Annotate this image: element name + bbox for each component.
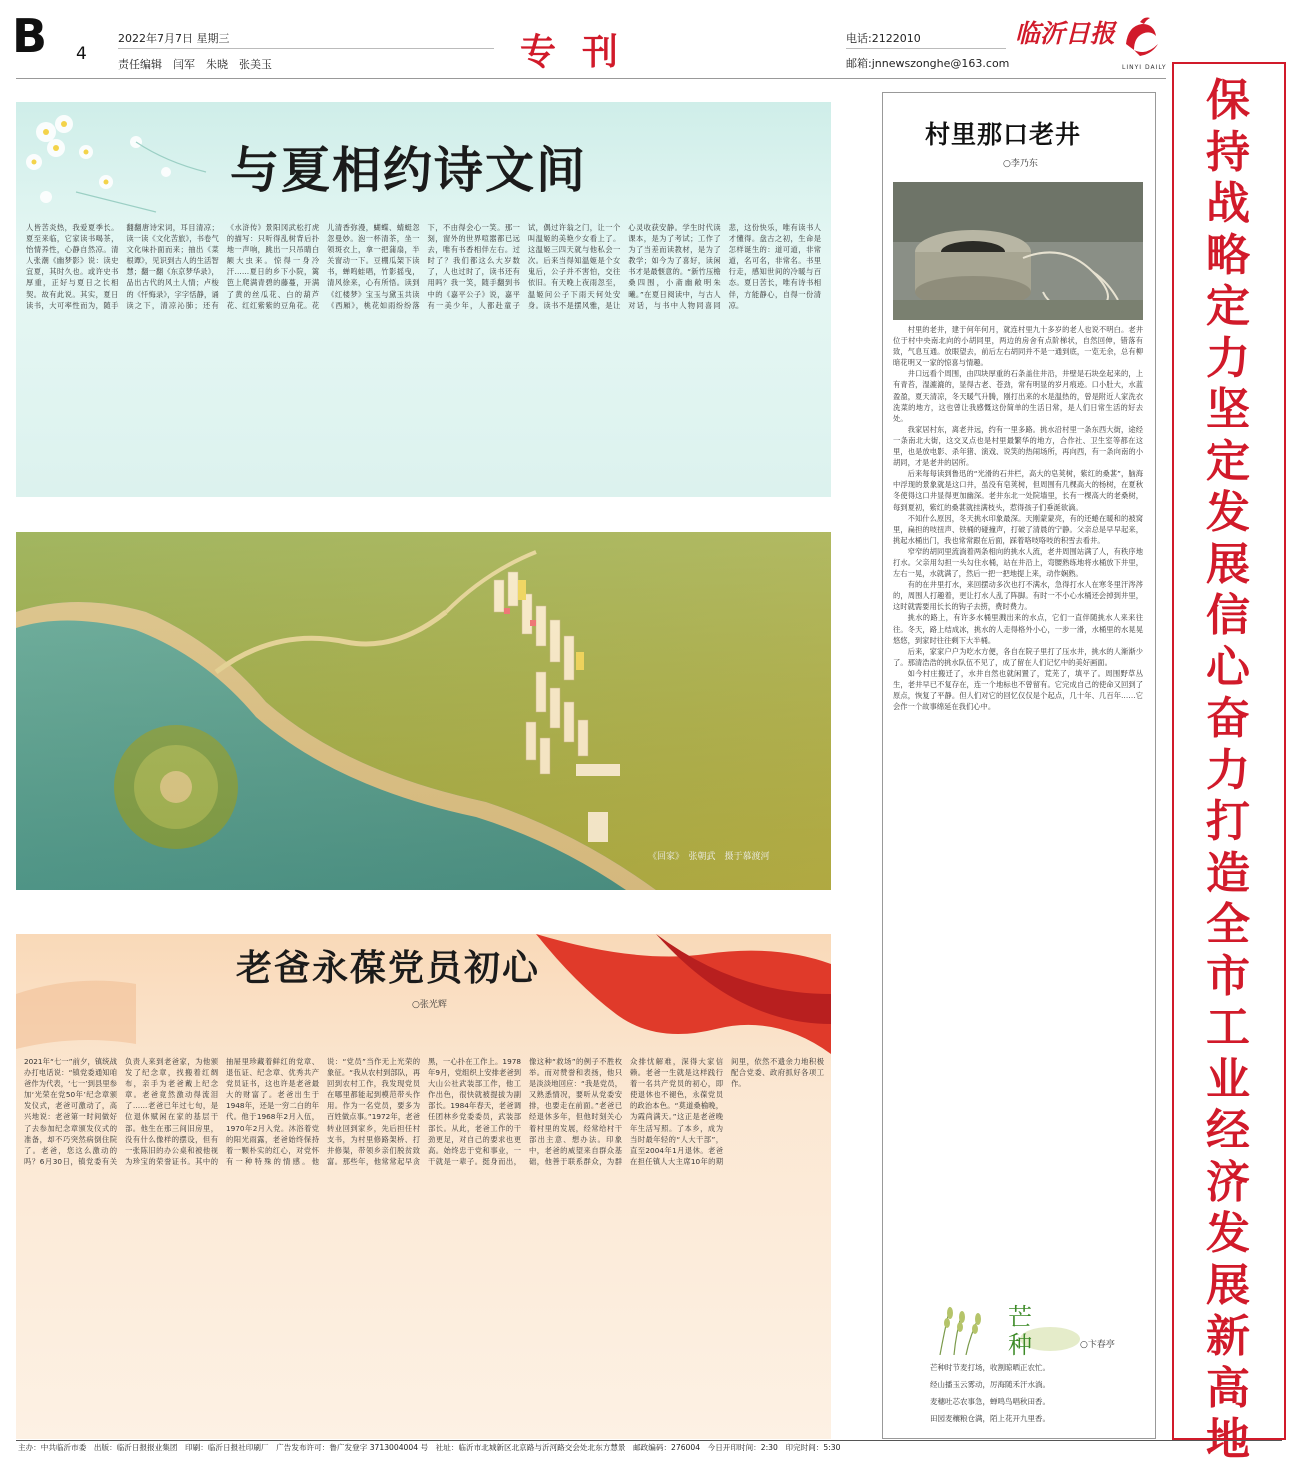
page-section-letter: B <box>12 9 48 63</box>
poem-byline: ○卞春亭 <box>1080 1340 1115 1350</box>
logo-subtitle: LINYI DAILY <box>1122 64 1167 71</box>
poem-line: 经山播玉云雾动，厉海随禾汗水淌。 <box>930 1380 1050 1389</box>
poem-line: 麦穗吐芯农事急，蝉鸣鸟唱秋田香。 <box>930 1397 1050 1406</box>
article-byline: ○张光辉 <box>412 1000 447 1010</box>
paragraph: 井口远看个周围，由四块厚重的石条盖住井沿，井壁是石块垒起来的，上有青苔，湿漉漉的，显得古老、苍劲，常有明显的岁月痕迹。口小肚大，水蓝盈盈，夏天清凉，冬天暖气升腾，刚打出来的水是温热的，曾是附近人家洗衣洗菜的地方，这也曾让我感慨这份简单的生活日常，是人们日常生活的好去处。 <box>893 369 1143 423</box>
article-title: 老爸永葆党员初心 <box>236 948 541 989</box>
header-divider <box>846 48 1006 49</box>
paragraph: 村里的老井，建于何年何月，就连村里九十多岁的老人也说不明白。老井位于村中央南北向的小胡同里，两边的房舍有点阶梯状，自然回伸，错落有致，气息互通。放眼望去，前后左右胡同并不是一通到底，一览无余，总有柳暗花明又一家的惊喜与情趣。 <box>893 325 1143 368</box>
photo-caption: 《回家》 张朝武 摄于慕渡河 <box>648 852 770 862</box>
newspaper-logo: 临沂日报 <box>1015 19 1116 48</box>
publication-footer: 主办：中共临沂市委 出版：临沂日报报业集团 印刷：临沂日报社印刷厂 广告发布许可：鲁广发登字 3713004004 号 社址：临沂市北城新区北京路与沂河路交会处北东方慧景 邮政编码：276004 今日开印时间：2:30 印完时间：5:30 <box>18 1443 841 1452</box>
issue-date: 2022年7月7日 星期三 <box>118 32 230 45</box>
paragraph: 如今村庄搬迁了，水井自然也就闲置了，荒芜了，填平了。周围野草丛生，老井早已不复存在，连一个地标也不曾留有。它完成自己的使命又回到了原点，恢复了平静。但人们对它的回忆仅仅是个起点，几十年、几百年……它会作一个故事绵延在我们心中。 <box>893 668 1143 712</box>
paragraph: 后来，家家户户为吃水方便，各自在院子里打了压水井，挑水的人渐渐少了。那清浩浩的挑水队伍不见了，成了留在人们记忆中的美好画面。 <box>893 646 1143 667</box>
article-title: 村里那口老井 <box>925 120 1082 149</box>
poem-title: 芒种 <box>1008 1303 1032 1359</box>
contact-email: 邮箱:jnnewszonghe@163.com <box>846 57 1010 70</box>
page-number: 4 <box>76 44 87 64</box>
footer-divider <box>16 1440 1282 1441</box>
paragraph: 不知什么原因，冬天挑水印象最深。天刚蒙蒙亮，有的还蜷在暖和的被窝里，扁担的吱扭声、铁桶的碰撞声，打破了清晨的宁静。父亲总是早早起来，挑起水桶出门，我也常常跟在后面，踩着咯吱咯吱的积雪去看井。 <box>893 513 1143 545</box>
article-body: 人皆苦炎热，我爱夏季长。夏至来临，它家读书喝茶，怡情养性，心静自然凉。清人张潮《幽梦影》说：读史宜夏，其时久也。或许史书厚重，正好与夏日之长相契。故有此说。其实，夏日读书，大可率性而为，随手翻翻唐诗宋词，耳目清凉；读一读《文化苦旅》，书卷气文化味扑面而来；抽出《菜根谭》，见识到古人的生活智慧；翻一翻《东京梦华录》，品出古代的风土人情；卢梭的《忏悔录》，字字恬静，诵读之下，清凉沁肺；还有《水浒传》景阳冈武松打虎的描写：只听得乱树背后扑地一声响，跳出一只吊睛白额大虫来。惊得一身冷汗……夏日的乡下小院，篱笆上爬满青碧的藤蔓，开满了黄的丝瓜花、白的葫芦花、红红紫紫的豆角花。花儿清香弥漫，蝴蝶、蜻蜓忽忽曼妙。泡一杯清茶，坐一领斑衣上，拿一把蒲扇，半关窗动一下。豆棚瓜架下读书，蝉鸣蛙唱，竹影摇曳，清风徐来，心有所悟。读到《红楼梦》宝玉与黛玉共读《西厢》，桃花如雨纷纷落下，不由得会心一笑。那一刻，窗外的世界喧嚣都已远去，唯有书香相伴左右。过时了？我们都这么大岁数了，人也过时了，读书还有用吗？我一笑，随手翻到书中的《嘉平公子》说，嘉平有一美少年，人都赴童子试，偶过许翁之门，让一个叫温姬的美艳少女看上了。这温姬三四天就与他私会一次。后来当得知温姬是个女鬼后，公子并不害怕，交往依旧。有天晚上夜雨忽至，温姬问公子下雨天何处安身。读书不是摆风雅，是让心灵收获安静。学生时代读课本，是为了考试；工作了为了当差而读教材，是为了教学；如今为了喜好，读闲书才是最惬意的。“新竹压檐桑四围，小斋幽敞明朱曦。”在夏日阅读中，与古人对话，与书中人物同喜同悲，这份快乐，唯有读书人才懂得。盘古之初，生命是怎样诞生的：道可道，非常道，名可名，非常名。书里行走，感知世间的冷暖与百态。夏日苦长，唯有诗书相伴，方能静心，自得一份清凉。 <box>26 223 821 310</box>
paragraph: 我家居村东，离老井远，约有一里多路。挑水沿村里一条东西大街，途经一条南北大街，这交叉点也是村里最繁华的地方，合作社、卫生室等都在这里，也是放电影、杀年猪、演戏、说笑的热闹场所，再向西，有一条向南的小胡同，才是老井的居所。 <box>893 424 1143 468</box>
wheat-illustration-icon <box>920 1303 1080 1355</box>
header-divider <box>118 48 494 49</box>
paragraph: 挑水的路上，有许多水桶里溅出来的水点，它们一直伴随挑水人来来往往。冬天，路上结成冰，挑水的人走得格外小心，一步一滑，水桶里的水晃晃悠悠，到家时往往剩下大半桶。 <box>893 613 1143 645</box>
article-body: 2021年“七一”前夕，镇统战办打电话说：“镇党委通知咱爸作为代表，‘七一’到县里参加‘光荣在党50年’纪念章颁发仪式，老爸可激动了，高兴地说：老爸第一时间做好了去参加纪念章颁发仪式的准备，却不巧突然病倒住院了。老爸，您这么激动的吗？6月30日，镇党委有关负责人来到老爸家，为他颁发了纪念章，找搬着红绸布，亲手为老爸戴上纪念章。老爸竟然激动得流泪了……老爸已年过七旬，是位退休赋闲在家的基层干部。他生在那三间旧房里，没有什么像样的摆设，但有一张陈旧的办公桌和被他视为珍宝的荣誉证书。其中的抽屉里珍藏着鲜红的党章、退伍证、纪念章、优秀共产党员证书，这也许是老爸最大的财富了。老爸出生于1948年，还是一穷二白的年代。他于1968年2月入伍，1970年2月入党。沐浴着党的阳光雨露，老爸始终保持着一颗朴实的红心，对党怀有一种特殊的情感。他说：“党员”当作无上光荣的象征。“我从农村到部队，再回到农村工作，我发现党员在哪里都能起到模范带头作用。作为一名党员，要多为百姓做点事。”1972年，老爸转业回到家乡，先后担任村支书，为村里修路架桥、打井修渠，带领乡亲们脱贫致富。那些年，他常常起早贪黑，一心扑在工作上。1978年9月，党组织上安排老爸到大山公社武装部工作，他工作出色，很快就被提拔为副部长。1984年春天，老爸调任团林乡党委委员，武装部部长。从此，老爸工作的干劲更足，对自己的要求也更高。始终忠于党和事业，一干就是一辈子。挺身而出，像这种“救场”的例子不胜枚举。而对赞誉和表扬，他只是淡淡地回应：“我是党员，又熟悉情况，要听从党委安排，也要走在前面。”老爸已经退休多年，但他时刻关心着村里的发展，经常给村干部出主意、想办法。印象中，老爸的威望来自群众基础，他善于联系群众，为群众排忧解难，深得大家信赖。老爸一生就是这样践行着一名共产党员的初心，即使退休也不褪色，永葆党员的政治本色。“莫道桑榆晚，为霞尚满天。”这正是老爸晚年生活写照。了本乡，成为当时最年轻的“人大干部”，直至2004年1月退休。老爸在担任镇人大主席10年的期间里，依然不遗余力地积极配合党委、政府抓好各项工作。 <box>24 1057 824 1166</box>
paragraph: 窄窄的胡同里流淌着两条相向的挑水人流，老井周围站满了人，有秩序地打水。父亲用勾担一头勾住水桶，站在井沿上，弯腰熟练地将水桶放下井里，左右一晃，水就满了，然后一把一把地提上来，动作娴熟。 <box>893 546 1143 579</box>
section-title: 专刊 <box>520 32 645 73</box>
poem-line: 田园麦穰粮仓满，陌上花开九里香。 <box>930 1414 1050 1423</box>
editors-line: 责任编辑 闫军 朱晓 张美玉 <box>118 58 272 71</box>
paragraph: 有的在井里打水，来回摆动多次也打不满水，急得打水人在寒冬里汗涔涔的，周围人打趣着，更让打水人乱了阵脚。有时一不小心水桶还会掉到井里，这时就需要用长长的钩子去捞，费时费力。 <box>893 580 1143 612</box>
article-byline: ○李乃东 <box>1003 159 1038 169</box>
masthead-rule <box>16 78 1166 79</box>
poem-line: 芒种时节麦打场，收割晾晒正农忙。 <box>930 1363 1050 1372</box>
slogan-text: 保持战略定力坚定发展信心奋力打造全市工业经济发展新高地 <box>1206 75 1250 1465</box>
paragraph: 后来每每读到鲁迅的“光滑的石井栏，高大的皂荚树，紫红的桑葚”，脑海中浮现的景象就是这口井，虽没有皂荚树，但周围有几棵高大的杨树，在夏秋冬使得这口井显得更加幽深。老井东北一处院墙里，长有一棵高大的老桑树，每到夏初，紫红的桑葚就挂满枝头，惹得孩子们垂涎欲滴。 <box>893 469 1143 512</box>
article-body <box>893 324 1143 1302</box>
old-well-photo <box>893 182 1143 320</box>
contact-phone: 电话:2122010 <box>846 32 921 45</box>
article-title: 与夏相约诗文间 <box>230 142 588 199</box>
aerial-lake-photo <box>16 532 831 890</box>
logo-emblem-icon <box>1120 14 1164 60</box>
